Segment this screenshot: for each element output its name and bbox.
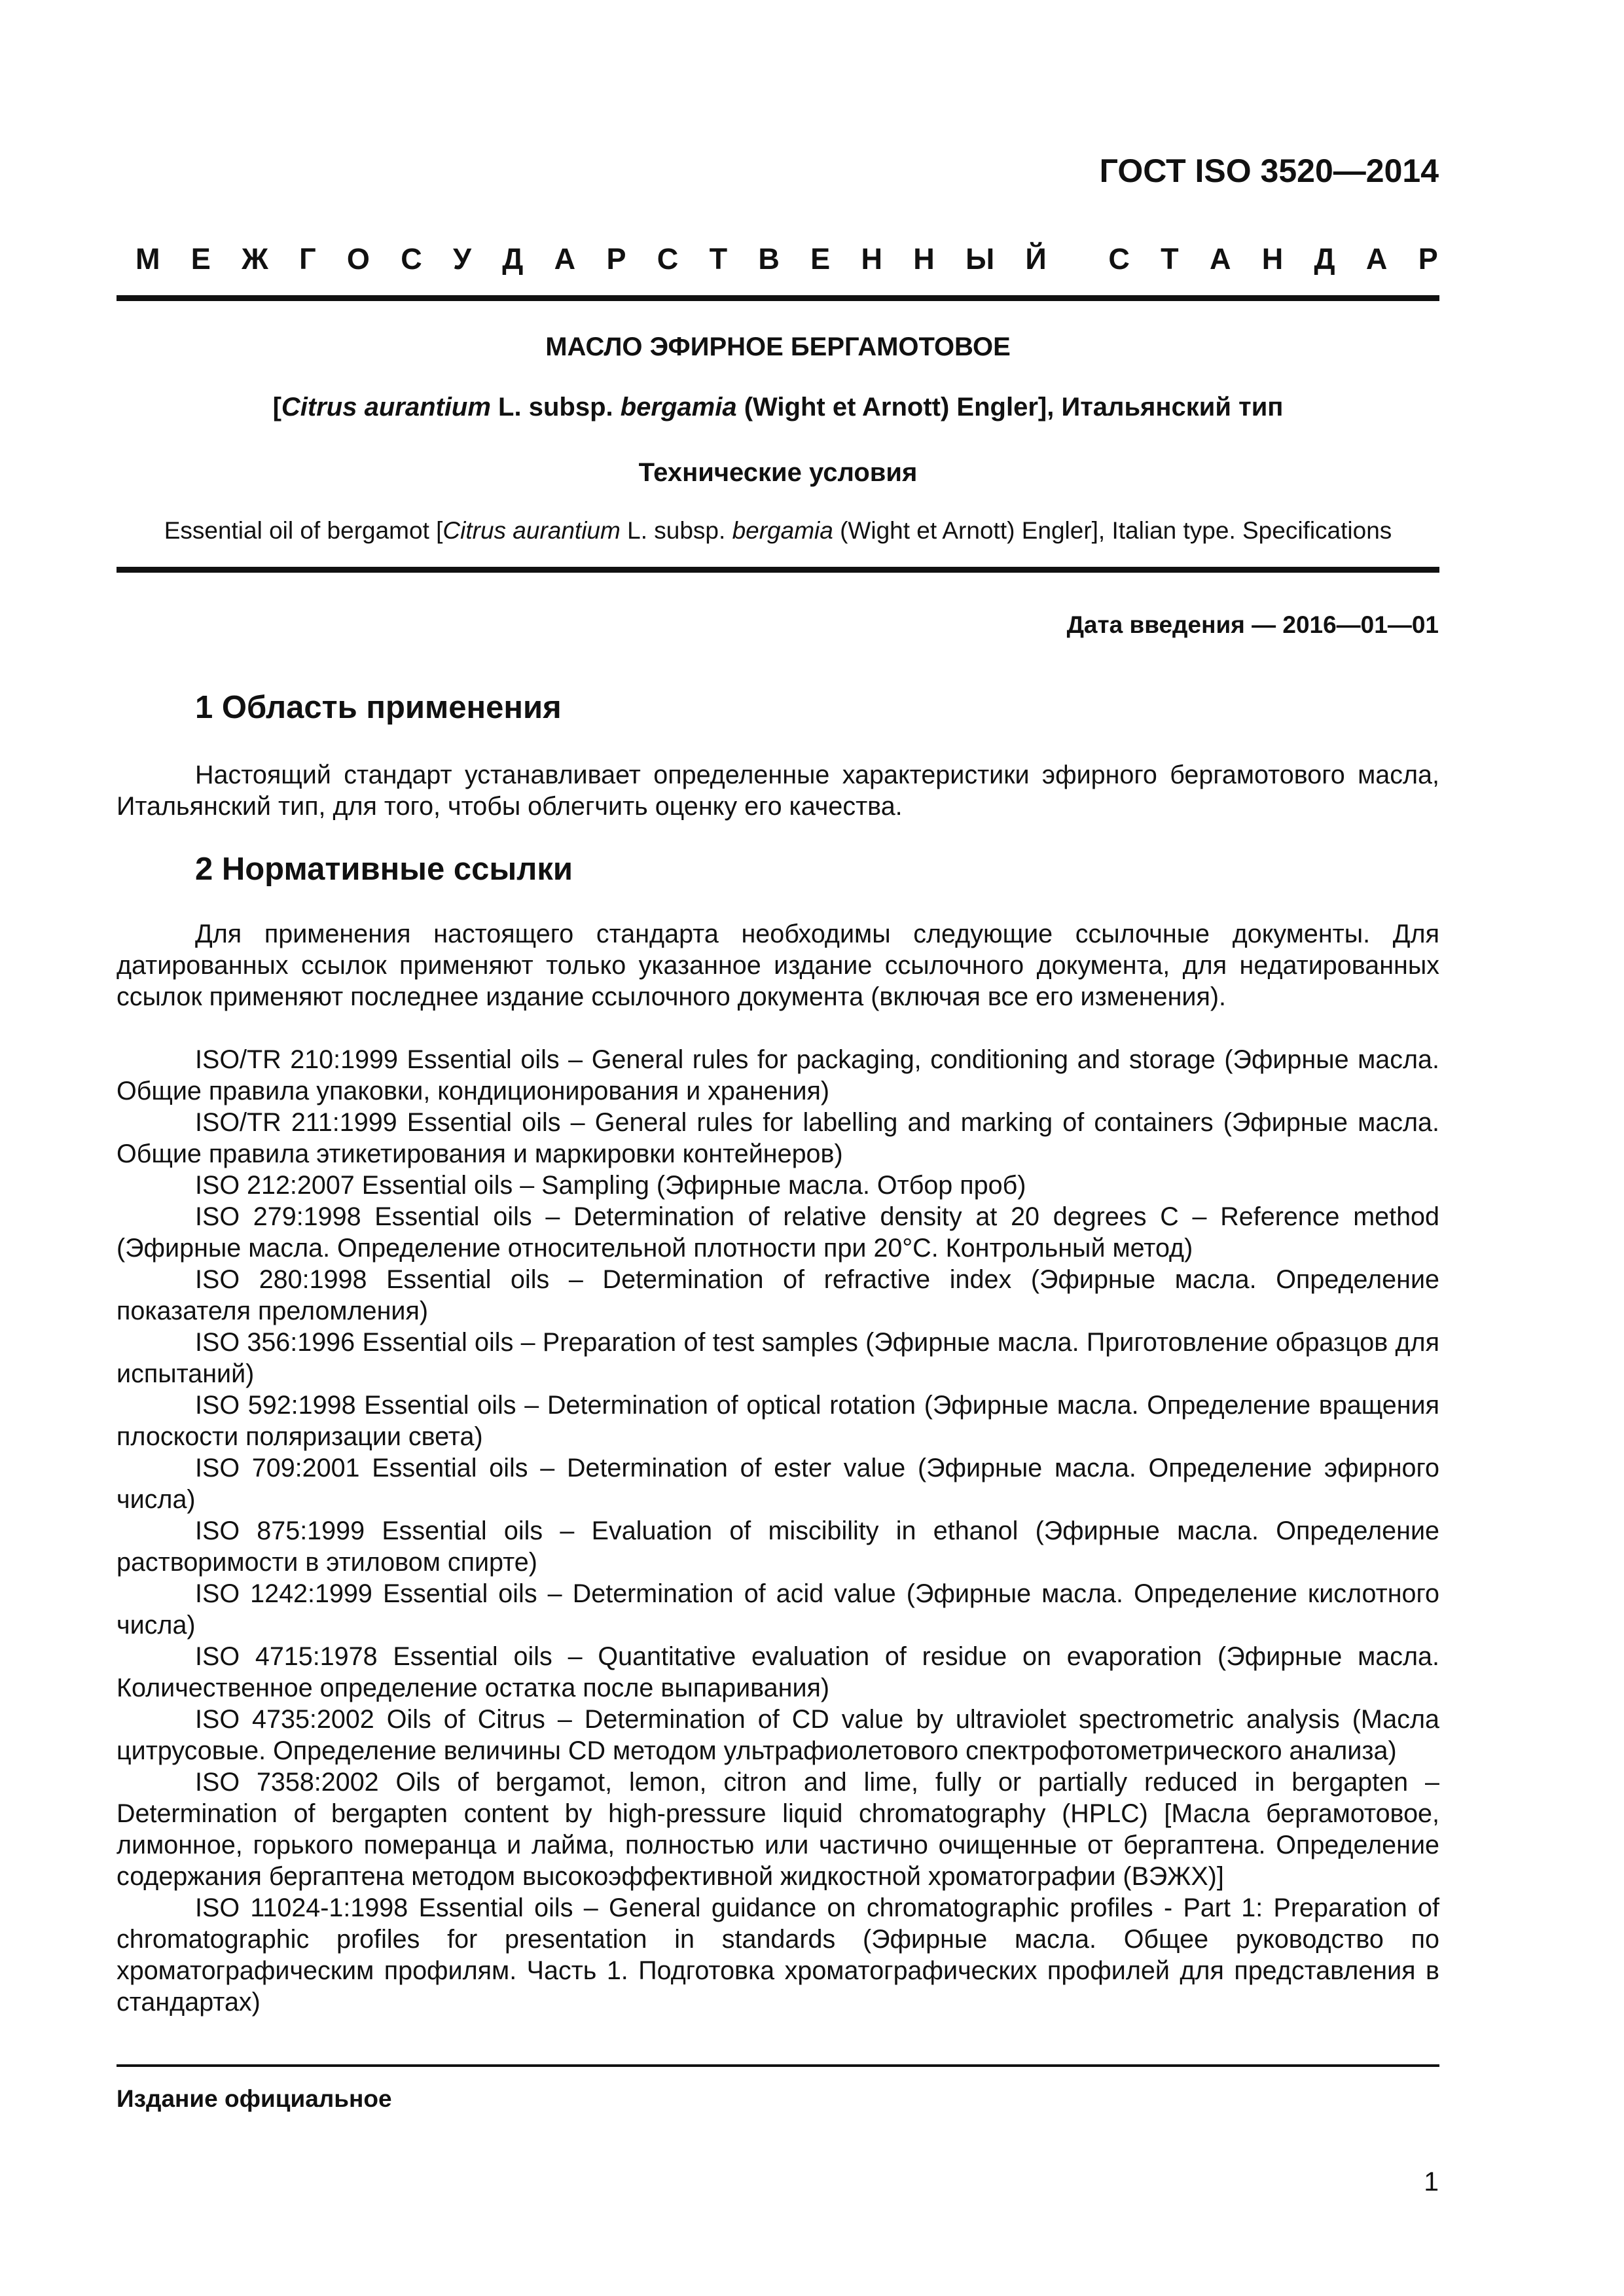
standard-title-letter: А (1365, 242, 1388, 276)
reference-item: ISO 11024-1:1998 Essential oils – General guidance on chromatographic profiles - Part 1: Preparation of chromatographic profiles for presentation in standards (Эфирные масла. Общее руководство по хроматографическим профилям. Часть 1. Подготовка хроматографических профилей для представления в стандартах) (117, 1893, 1439, 2017)
reference-item: ISO 4715:1978 Essential oils – Quantitative evaluation of residue on evaporation (Эфирные масла. Количественное определение остатка после выпаривания) (117, 1642, 1439, 1702)
introduction-date: Дата введения — 2016—01—01 (1066, 611, 1439, 638)
section-references-intro: Для применения настоящего стандарта необходимы следующие ссылочные документы. Для датированных ссылок применяют только указанное издание ссылочного документа, для недатированных ссылок применяют последнее издание ссылочного документа (включая все его изменения). (117, 920, 1439, 1011)
document-title-english (117, 517, 1439, 545)
standard-title-letter: Е (190, 242, 211, 276)
standard-title-letter: М (135, 242, 160, 276)
section-heading-references: 2 Нормативные ссылки (195, 852, 573, 887)
standard-title-letter: Д (1314, 242, 1335, 276)
standard-title-letter: У (453, 242, 471, 276)
standard-title-letter: Н (913, 242, 935, 276)
header-rule (117, 295, 1439, 301)
document-subtitle: Технические условия (638, 458, 918, 487)
standard-title-letter: Т (709, 242, 728, 276)
standard-title-letter: А (554, 242, 576, 276)
latin-part: L. subsp. (490, 393, 621, 422)
document-title-latin (117, 393, 1439, 422)
reference-list (117, 1044, 1439, 2018)
standard-title-letter: С (1108, 242, 1130, 276)
document-title: МАСЛО ЭФИРНОЕ БЕРГАМОТОВОЕ (545, 332, 1011, 361)
reference-item: ISO 1242:1999 Essential oils – Determination of acid value (Эфирные масла. Определение кислотного числа) (117, 1579, 1439, 1640)
title-rule (117, 567, 1439, 573)
gost-number: ГОСТ ISO 3520—2014 (1099, 152, 1439, 189)
standard-title-letter: О (346, 242, 370, 276)
en-subspecies: bergamia (732, 517, 833, 544)
standard-title-letter: Й (1025, 242, 1047, 276)
reference-item: ISO 7358:2002 Oils of bergamot, lemon, citron and lime, fully or partially reduced in bergapten – Determination of bergapten content by high-pressure liquid chromatography (HPLC) [Масла бергамотовое, лимонное, горького померанца и лайма, полностью или частично очищенные от бергаптена. Определение содержания бергаптена методом высокоэффективной жидкостной хроматографии (ВЭЖХ)] (117, 1768, 1439, 1891)
standard-title-letter: Ы (965, 242, 995, 276)
reference-item: ISO 279:1998 Essential oils – Determination of relative density at 20 degrees C – Reference method (Эфирные масла. Определение относительной плотности при 20°С. Контрольный метод) (117, 1202, 1439, 1263)
standard-title-letter: С (401, 242, 422, 276)
page-number: 1 (1424, 2166, 1439, 2197)
reference-item: ISO 4735:2002 Oils of Citrus – Determination of CD value by ultraviolet spectrometric analysis (Масла цитрусовые. Определение величины CD методом ультрафиолетового спектрофотометрического анализа) (117, 1705, 1439, 1765)
reference-item: ISO 709:2001 Essential oils – Determination of ester value (Эфирные масла. Определение эфирного числа) (117, 1454, 1439, 1514)
reference-item: ISO 280:1998 Essential oils – Determination of refractive index (Эфирные масла. Определение показателя преломления) (117, 1265, 1439, 1325)
standard-title-letter: Г (299, 242, 316, 276)
reference-item: ISO 592:1998 Essential oils – Determination of optical rotation (Эфирные масла. Определение вращения плоскости поляризации света) (117, 1391, 1439, 1451)
standard-title-letter: Н (1261, 242, 1284, 276)
footer-rule (117, 2064, 1439, 2067)
standard-title-letter: А (1209, 242, 1231, 276)
edition-label: Издание официальное (117, 2085, 392, 2112)
standard-title-letter: Е (810, 242, 831, 276)
reference-item: ISO 212:2007 Essential oils – Sampling (Эфирные масла. Отбор проб) (195, 1171, 1026, 1200)
standard-title-letter: Р (606, 242, 626, 276)
reference-item: ISO 875:1999 Essential oils – Evaluation of miscibility in ethanol (Эфирные масла. Определение растворимости в этиловом спирте) (117, 1516, 1439, 1577)
standard-type-title (135, 242, 1438, 276)
en-part: Essential oil of bergamot [ (164, 517, 443, 544)
standard-title-letter: С (657, 242, 679, 276)
latin-species: Citrus aurantium (281, 393, 491, 422)
standard-title-letter: Д (502, 242, 524, 276)
reference-item: ISO 356:1996 Essential oils – Preparation of test samples (Эфирные масла. Приготовление образцов для испытаний) (117, 1328, 1439, 1388)
reference-item: ISO/TR 211:1999 Essential oils – General rules for labelling and marking of containers (Эфирные масла. Общие правила этикетирования и маркировки контейнеров) (117, 1108, 1439, 1168)
en-species: Citrus aurantium (442, 517, 621, 544)
latin-part: (Wight et Arnott) Engler], Итальянский тип (736, 393, 1284, 422)
standard-title-letter: Т (1161, 242, 1179, 276)
standard-title-letter: Н (861, 242, 882, 276)
standard-title-letter: Ж (242, 242, 268, 276)
en-part: (Wight et Arnott) Engler], Italian type. Specifications (833, 517, 1392, 544)
en-part: L. subsp. (620, 517, 732, 544)
section-heading-scope: 1 Область применения (195, 690, 562, 725)
latin-part: [ (272, 393, 281, 422)
standard-title-letter: Р (1418, 242, 1438, 276)
section-scope-text: Настоящий стандарт устанавливает определенные характеристики эфирного бергамотового масла, Итальянский тип, для того, чтобы облегчить оценку его качества. (117, 761, 1439, 821)
latin-subspecies: bergamia (620, 393, 737, 422)
reference-item: ISO/TR 210:1999 Essential oils – General rules for packaging, conditioning and storage (Эфирные масла. Общие правила упаковки, кондиционирования и хранения) (117, 1045, 1439, 1105)
standard-title-letter: В (758, 242, 780, 276)
